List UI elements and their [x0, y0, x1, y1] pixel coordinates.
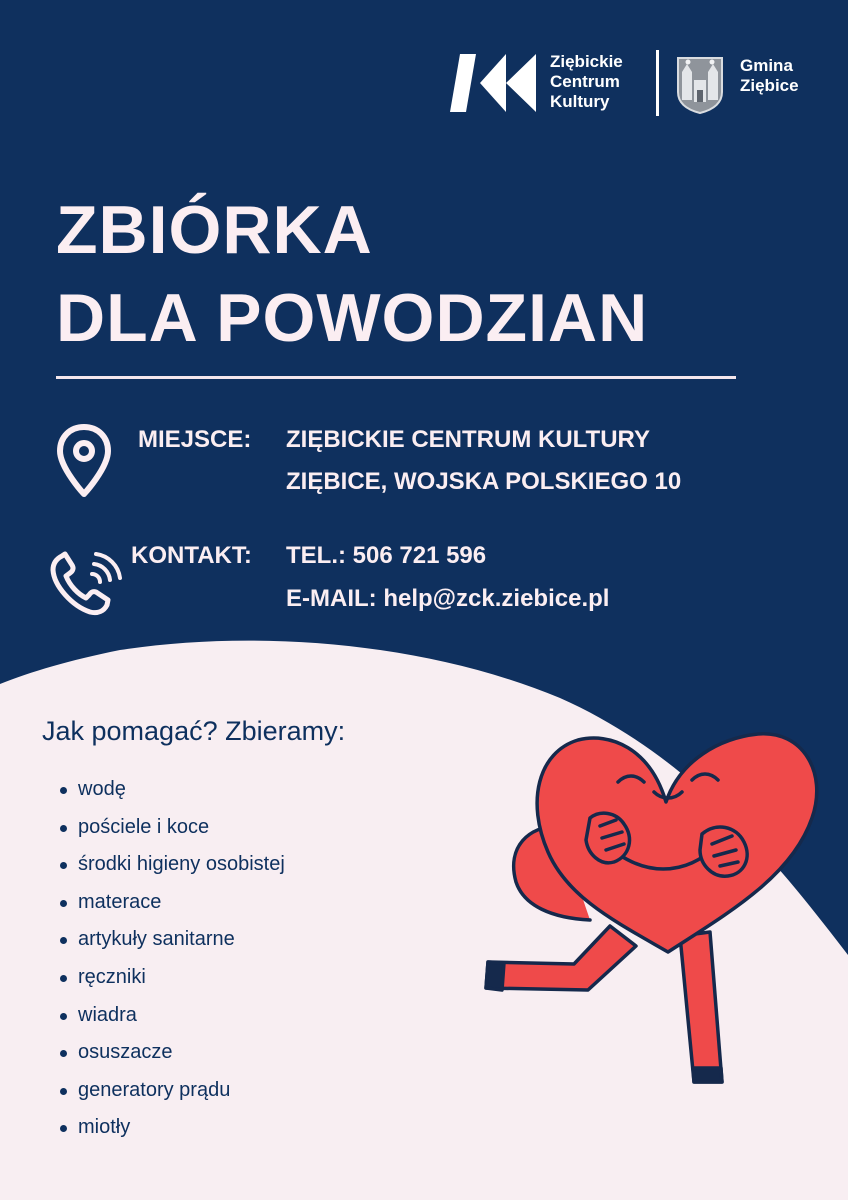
zck-logo-text — [550, 52, 623, 112]
zck-line-3: Kultury — [550, 92, 610, 111]
title-line-1: ZBIÓRKA — [56, 192, 373, 268]
list-item: miotły — [60, 1112, 285, 1150]
logos-header — [450, 48, 830, 120]
poster-title — [56, 186, 648, 362]
contact-label: KONTAKT: — [131, 542, 252, 569]
zck-line-2: Centrum — [550, 72, 620, 91]
list-item: osuszacze — [60, 1037, 285, 1075]
list-item: środki higieny osobistej — [60, 849, 285, 887]
list-item: materace — [60, 887, 285, 925]
zck-line-1: Ziębickie — [550, 52, 623, 71]
gmina-crest-icon — [676, 56, 724, 114]
list-item: wodę — [60, 774, 285, 812]
items-list — [60, 774, 285, 1150]
location-line-2: ZIĘBICE, WOJSKA POLSKIEGO 10 — [286, 468, 682, 495]
zck-logo-icon — [450, 54, 538, 112]
logo-divider — [656, 50, 659, 116]
help-heading: Jak pomagać? Zbieramy: — [42, 716, 346, 746]
contact-email: E-MAIL: help@zck.ziebice.pl — [286, 585, 610, 612]
title-divider — [56, 376, 736, 379]
gmina-logo-text — [740, 56, 799, 96]
contact-phone: TEL.: 506 721 596 — [286, 542, 487, 569]
location-label: MIEJSCE: — [138, 426, 252, 453]
list-item: pościele i koce — [60, 812, 285, 850]
list-item: ręczniki — [60, 962, 285, 1000]
location-pin-icon — [56, 424, 112, 498]
gmina-line-1: Gmina — [740, 56, 793, 75]
list-item: wiadra — [60, 1000, 285, 1038]
list-item: generatory prądu — [60, 1075, 285, 1113]
title-line-2: DLA POWODZIAN — [56, 280, 649, 356]
list-item: artykuły sanitarne — [60, 924, 285, 962]
heart-character-icon — [440, 706, 840, 1106]
phone-icon — [48, 546, 124, 618]
location-line-1: ZIĘBICKIE CENTRUM KULTURY — [286, 426, 650, 453]
gmina-line-2: Ziębice — [740, 76, 799, 95]
